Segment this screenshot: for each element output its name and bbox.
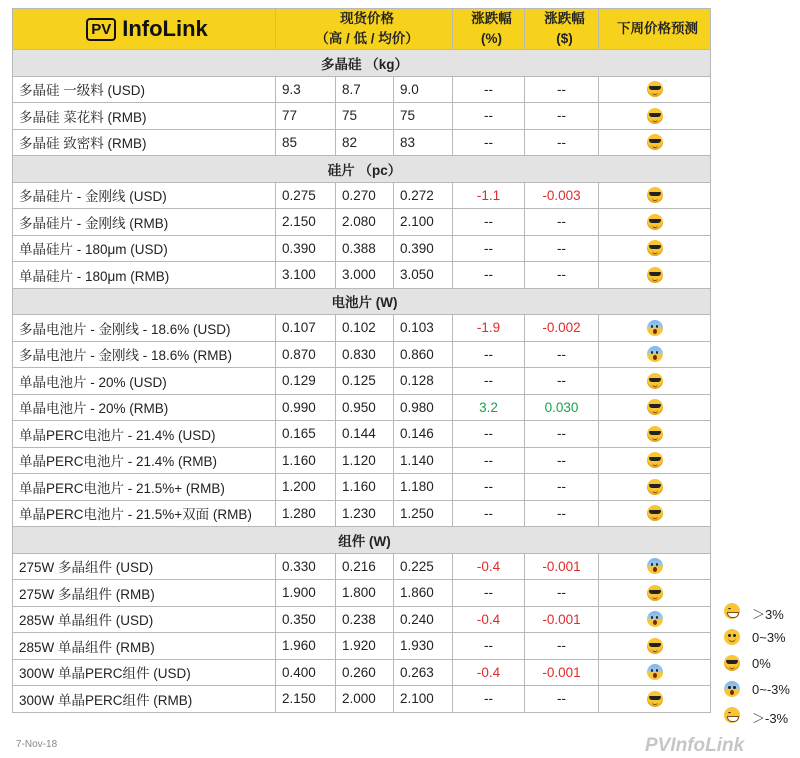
cool-face-icon — [647, 691, 663, 707]
price-low-cell: 1.120 — [336, 447, 394, 474]
change-pct-cell: -- — [453, 341, 525, 368]
change-pct-cell: -- — [453, 262, 525, 289]
price-high-cell: 0.990 — [276, 394, 336, 421]
table-row — [13, 686, 711, 713]
spot-price-subtitle: （高 / 低 / 均价） — [315, 31, 419, 46]
product-name-cell: 275W 多晶组件 (USD) — [13, 553, 276, 580]
table-row — [13, 606, 711, 633]
change-usd-cell: -- — [525, 580, 599, 607]
section-title: 电池片 (W) — [13, 288, 711, 315]
change-usd-cell: -- — [525, 686, 599, 713]
price-high-cell: 0.165 — [276, 421, 336, 448]
change-usd-unit: ($) — [556, 31, 573, 46]
change-usd-cell: -0.002 — [525, 315, 599, 342]
price-high-cell: 0.129 — [276, 368, 336, 395]
change-pct-unit: (%) — [481, 31, 503, 46]
price-avg-cell: 0.128 — [394, 368, 453, 395]
table-row — [13, 500, 711, 527]
forecast-cell — [599, 209, 711, 236]
change-pct-cell: -- — [453, 209, 525, 236]
cool-face-icon — [647, 214, 663, 230]
table-row — [13, 103, 711, 130]
change-usd-cell: -- — [525, 262, 599, 289]
price-high-cell: 77 — [276, 103, 336, 130]
price-avg-cell: 1.180 — [394, 474, 453, 501]
price-high-cell: 0.400 — [276, 659, 336, 686]
change-pct-cell: -- — [453, 633, 525, 660]
watermark: PVInfoLink — [645, 735, 745, 756]
change-pct-cell: -0.4 — [453, 606, 525, 633]
table-row — [13, 341, 711, 368]
legend-label: 0% — [752, 656, 771, 671]
price-low-cell: 0.125 — [336, 368, 394, 395]
forecast-cell — [599, 103, 711, 130]
legend-label: 0~-3% — [752, 682, 790, 697]
price-avg-cell: 75 — [394, 103, 453, 130]
price-avg-cell: 0.860 — [394, 341, 453, 368]
change-usd-cell: -- — [525, 209, 599, 236]
change-usd-cell: 0.030 — [525, 394, 599, 421]
change-pct-cell: -- — [453, 421, 525, 448]
price-low-cell: 1.230 — [336, 500, 394, 527]
price-low-cell: 0.144 — [336, 421, 394, 448]
change-pct-cell: 3.2 — [453, 394, 525, 421]
smile-face-icon — [724, 629, 740, 645]
forecast-cell — [599, 500, 711, 527]
price-high-cell: 1.900 — [276, 580, 336, 607]
legend-label: 0~3% — [752, 630, 786, 645]
price-avg-cell: 83 — [394, 129, 453, 156]
product-name-cell: 300W 单晶PERC组件 (USD) — [13, 659, 276, 686]
price-avg-cell: 2.100 — [394, 209, 453, 236]
logo-text: InfoLink — [122, 16, 208, 41]
section-header-row — [13, 288, 711, 315]
spot-price-title: 现货价格 — [340, 11, 395, 26]
product-name-cell: 单晶PERC电池片 - 21.4% (RMB) — [13, 447, 276, 474]
price-avg-cell: 0.272 — [394, 182, 453, 209]
section-header-row — [13, 156, 711, 183]
product-name-cell: 多晶硅 致密料 (RMB) — [13, 129, 276, 156]
legend-item — [716, 702, 800, 728]
scream-face-icon — [647, 346, 663, 362]
price-low-cell: 2.000 — [336, 686, 394, 713]
change-pct-cell: -- — [453, 500, 525, 527]
price-low-cell: 0.216 — [336, 553, 394, 580]
price-avg-cell: 0.225 — [394, 553, 453, 580]
change-usd-cell: -0.001 — [525, 606, 599, 633]
scream-face-icon — [647, 664, 663, 680]
change-pct-cell: -1.1 — [453, 182, 525, 209]
cool-face-icon — [647, 373, 663, 389]
change-usd-cell: -- — [525, 341, 599, 368]
change-usd-cell: -- — [525, 500, 599, 527]
logo-box: PV — [86, 18, 116, 41]
price-avg-cell: 3.050 — [394, 262, 453, 289]
cool-face-icon — [647, 479, 663, 495]
forecast-cell — [599, 394, 711, 421]
change-usd-cell: -0.001 — [525, 553, 599, 580]
price-high-cell: 9.3 — [276, 76, 336, 103]
section-title: 多晶硅 （kg） — [13, 50, 711, 77]
cool-face-icon — [724, 655, 740, 671]
table-row — [13, 76, 711, 103]
price-high-cell: 2.150 — [276, 686, 336, 713]
change-usd-cell: -0.003 — [525, 182, 599, 209]
price-avg-cell: 0.980 — [394, 394, 453, 421]
grin-face-icon — [724, 707, 740, 723]
price-low-cell: 1.920 — [336, 633, 394, 660]
cool-face-icon — [647, 187, 663, 203]
forecast-cell — [599, 633, 711, 660]
change-usd-cell: -- — [525, 103, 599, 130]
price-high-cell: 0.870 — [276, 341, 336, 368]
price-avg-cell: 9.0 — [394, 76, 453, 103]
change-pct-cell: -- — [453, 474, 525, 501]
change-pct-header — [453, 9, 525, 50]
change-pct-cell: -0.4 — [453, 553, 525, 580]
change-pct-cell: -- — [453, 129, 525, 156]
product-name-cell: 多晶硅 菜花料 (RMB) — [13, 103, 276, 130]
price-low-cell: 0.102 — [336, 315, 394, 342]
forecast-cell — [599, 447, 711, 474]
product-name-cell: 单晶硅片 - 180μm (RMB) — [13, 262, 276, 289]
change-pct-cell: -- — [453, 76, 525, 103]
forecast-header: 下周价格预测 — [599, 9, 711, 50]
forecast-cell — [599, 341, 711, 368]
legend-item — [716, 624, 800, 650]
price-high-cell: 85 — [276, 129, 336, 156]
forecast-cell — [599, 315, 711, 342]
price-low-cell: 8.7 — [336, 76, 394, 103]
product-name-cell: 单晶硅片 - 180μm (USD) — [13, 235, 276, 262]
change-usd-cell: -- — [525, 76, 599, 103]
forecast-cell — [599, 580, 711, 607]
scream-face-icon — [647, 611, 663, 627]
price-low-cell: 82 — [336, 129, 394, 156]
change-pct-cell: -- — [453, 103, 525, 130]
price-low-cell: 0.270 — [336, 182, 394, 209]
forecast-cell — [599, 686, 711, 713]
change-pct-cell: -- — [453, 447, 525, 474]
price-high-cell: 1.160 — [276, 447, 336, 474]
table-row — [13, 421, 711, 448]
cool-face-icon — [647, 108, 663, 124]
forecast-cell — [599, 368, 711, 395]
cool-face-icon — [647, 638, 663, 654]
change-pct-cell: -- — [453, 368, 525, 395]
legend-item — [716, 676, 800, 702]
change-pct-cell: -1.9 — [453, 315, 525, 342]
price-table — [12, 8, 711, 713]
price-low-cell: 3.000 — [336, 262, 394, 289]
change-pct-cell: -- — [453, 580, 525, 607]
table-row — [13, 182, 711, 209]
cool-face-icon — [647, 452, 663, 468]
change-pct-cell: -- — [453, 235, 525, 262]
section-header-row — [13, 50, 711, 77]
price-high-cell: 1.280 — [276, 500, 336, 527]
price-avg-cell: 1.140 — [394, 447, 453, 474]
price-low-cell: 1.160 — [336, 474, 394, 501]
price-avg-cell: 0.103 — [394, 315, 453, 342]
product-name-cell: 300W 单晶PERC组件 (RMB) — [13, 686, 276, 713]
price-low-cell: 0.388 — [336, 235, 394, 262]
price-low-cell: 2.080 — [336, 209, 394, 236]
price-avg-cell: 0.390 — [394, 235, 453, 262]
spot-price-header — [276, 9, 453, 50]
grin-face-icon — [724, 603, 740, 619]
table-row — [13, 633, 711, 660]
cool-face-icon — [647, 585, 663, 601]
price-avg-cell: 1.250 — [394, 500, 453, 527]
cool-face-icon — [647, 240, 663, 256]
change-pct-cell: -- — [453, 686, 525, 713]
scream-face-icon — [724, 681, 740, 697]
change-usd-cell: -0.001 — [525, 659, 599, 686]
product-name-cell: 单晶PERC电池片 - 21.5%+ (RMB) — [13, 474, 276, 501]
price-low-cell: 0.238 — [336, 606, 394, 633]
price-high-cell: 0.390 — [276, 235, 336, 262]
product-name-cell: 285W 单晶组件 (USD) — [13, 606, 276, 633]
forecast-cell — [599, 262, 711, 289]
legend-item — [716, 650, 800, 676]
price-low-cell: 1.800 — [336, 580, 394, 607]
forecast-cell — [599, 606, 711, 633]
price-avg-cell: 1.860 — [394, 580, 453, 607]
change-usd-cell: -- — [525, 129, 599, 156]
table-row — [13, 368, 711, 395]
forecast-cell — [599, 474, 711, 501]
price-high-cell: 0.107 — [276, 315, 336, 342]
change-usd-header — [525, 9, 599, 50]
legend-label: ＞3% — [752, 607, 784, 622]
cool-face-icon — [647, 426, 663, 442]
section-title: 硅片 （pc） — [13, 156, 711, 183]
price-avg-cell: 1.930 — [394, 633, 453, 660]
product-name-cell: 多晶硅片 - 金刚线 (RMB) — [13, 209, 276, 236]
change-pct-title: 涨跌幅 — [471, 11, 512, 26]
table-row — [13, 129, 711, 156]
change-usd-cell: -- — [525, 447, 599, 474]
price-avg-cell: 0.263 — [394, 659, 453, 686]
forecast-cell — [599, 129, 711, 156]
table-row — [13, 209, 711, 236]
forecast-cell — [599, 76, 711, 103]
price-low-cell: 0.950 — [336, 394, 394, 421]
cool-face-icon — [647, 399, 663, 415]
table-row — [13, 235, 711, 262]
cool-face-icon — [647, 267, 663, 283]
product-name-cell: 275W 多晶组件 (RMB) — [13, 580, 276, 607]
price-high-cell: 1.960 — [276, 633, 336, 660]
table-row — [13, 553, 711, 580]
price-avg-cell: 2.100 — [394, 686, 453, 713]
price-high-cell: 3.100 — [276, 262, 336, 289]
logo-cell — [13, 9, 276, 50]
product-name-cell: 多晶硅片 - 金刚线 (USD) — [13, 182, 276, 209]
change-usd-title: 涨跌幅 — [544, 11, 585, 26]
price-high-cell: 0.275 — [276, 182, 336, 209]
table-row — [13, 447, 711, 474]
price-low-cell: 0.830 — [336, 341, 394, 368]
price-high-cell: 1.200 — [276, 474, 336, 501]
infolink-logo — [86, 18, 208, 41]
table-row — [13, 394, 711, 421]
legend-label: ＞-3% — [752, 711, 789, 726]
price-high-cell: 0.330 — [276, 553, 336, 580]
product-name-cell: 多晶硅 一级料 (USD) — [13, 76, 276, 103]
price-high-cell: 0.350 — [276, 606, 336, 633]
forecast-cell — [599, 553, 711, 580]
header-row — [13, 9, 711, 50]
forecast-cell — [599, 659, 711, 686]
product-name-cell: 285W 单晶组件 (RMB) — [13, 633, 276, 660]
change-usd-cell: -- — [525, 421, 599, 448]
change-usd-cell: -- — [525, 368, 599, 395]
product-name-cell: 多晶电池片 - 金刚线 - 18.6% (USD) — [13, 315, 276, 342]
price-avg-cell: 0.146 — [394, 421, 453, 448]
table-row — [13, 262, 711, 289]
change-usd-cell: -- — [525, 474, 599, 501]
forecast-cell — [599, 235, 711, 262]
change-pct-cell: -0.4 — [453, 659, 525, 686]
product-name-cell: 单晶电池片 - 20% (USD) — [13, 368, 276, 395]
price-low-cell: 75 — [336, 103, 394, 130]
price-high-cell: 2.150 — [276, 209, 336, 236]
product-name-cell: 单晶PERC电池片 - 21.4% (USD) — [13, 421, 276, 448]
forecast-cell — [599, 182, 711, 209]
cool-face-icon — [647, 81, 663, 97]
scream-face-icon — [647, 558, 663, 574]
product-name-cell: 单晶电池片 - 20% (RMB) — [13, 394, 276, 421]
table-row — [13, 659, 711, 686]
section-header-row — [13, 527, 711, 554]
price-avg-cell: 0.240 — [394, 606, 453, 633]
table-row — [13, 474, 711, 501]
section-title: 组件 (W) — [13, 527, 711, 554]
report-date: 7-Nov-18 — [16, 739, 58, 750]
table-row — [13, 580, 711, 607]
legend-item — [716, 598, 800, 624]
product-name-cell: 多晶电池片 - 金刚线 - 18.6% (RMB) — [13, 341, 276, 368]
product-name-cell: 单晶PERC电池片 - 21.5%+双面 (RMB) — [13, 500, 276, 527]
change-usd-cell: -- — [525, 633, 599, 660]
price-low-cell: 0.260 — [336, 659, 394, 686]
table-row — [13, 315, 711, 342]
forecast-cell — [599, 421, 711, 448]
cool-face-icon — [647, 505, 663, 521]
change-usd-cell: -- — [525, 235, 599, 262]
cool-face-icon — [647, 134, 663, 150]
scream-face-icon — [647, 320, 663, 336]
